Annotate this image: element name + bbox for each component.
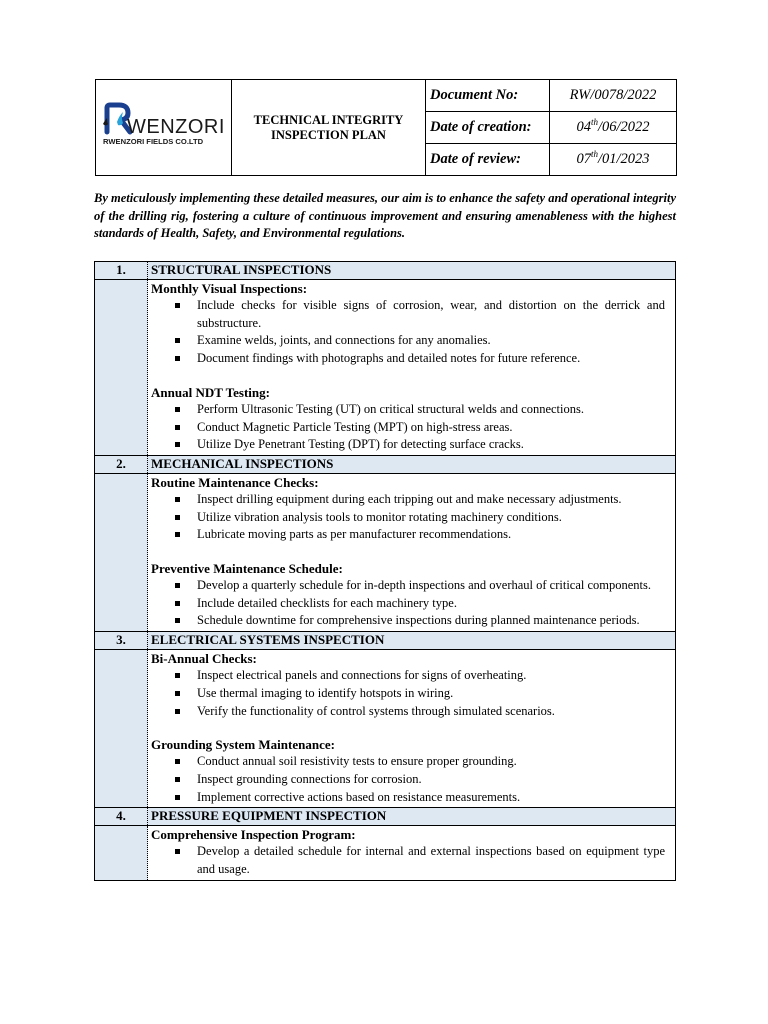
intro-paragraph: By meticulously implementing these detailed measures, our aim is to enhance the safety and operational integrity of the drilling rig, fostering a culture of continuous improvement and ensuring amenableness with the highest standards of Health, Safety, and Environmental regulations. [94, 191, 676, 240]
doc-no-label: Document No: [426, 80, 550, 112]
section-number: 4. [95, 808, 148, 826]
list-item [151, 350, 665, 368]
review-day: 07 [576, 151, 591, 167]
section-header [95, 455, 676, 473]
list-item [151, 612, 665, 630]
list-item-text: Lubricate moving parts as per manufacturer recommendations. [197, 527, 512, 542]
group-heading: Annual NDT Testing: [151, 384, 270, 400]
created-suffix: th [590, 117, 598, 128]
list-item-text: Perform Ultrasonic Testing (UT) on critical structural welds and connections. [197, 401, 584, 416]
section-title: MECHANICAL INSPECTIONS [148, 455, 676, 473]
list-item-text: Utilize vibration analysis tools to monitor rotating machinery conditions. [197, 509, 562, 524]
review-rest: /01/2023 [597, 151, 650, 167]
list-item-text: Implement corrective actions based on resistance measurements. [197, 789, 521, 804]
list-item-text: Inspect drilling equipment during each tripping out and make necessary adjustments. [197, 491, 622, 506]
title-line-1: TECHNICAL INTEGRITY [253, 112, 404, 127]
logo-cell [96, 80, 232, 176]
group-heading: Comprehensive Inspection Program: [151, 827, 356, 843]
company-logo [101, 102, 229, 148]
bullet-square-icon [175, 691, 180, 696]
document-title [232, 80, 426, 176]
section-header [95, 808, 676, 826]
bullet-list [151, 753, 665, 806]
section-header [95, 262, 676, 280]
created-value [550, 112, 677, 144]
bullet-list [151, 491, 665, 544]
created-label: Date of creation: [426, 112, 550, 144]
group-heading: Grounding System Maintenance: [151, 737, 335, 753]
section-title: STRUCTURAL INSPECTIONS [148, 262, 676, 280]
list-item-text: Schedule downtime for comprehensive inspections during planned maintenance periods. [197, 613, 640, 628]
section-number-spacer [95, 280, 148, 456]
logo-wordmark: WENZORI [127, 116, 225, 138]
bullet-square-icon [175, 709, 180, 714]
bullet-list [151, 843, 665, 878]
review-suffix: th [590, 149, 598, 160]
bullet-square-icon [175, 849, 180, 854]
section-content [148, 280, 676, 456]
list-item [151, 667, 665, 685]
list-item [151, 509, 665, 527]
section-content [148, 826, 676, 880]
bullet-square-icon [175, 425, 180, 430]
list-item-text: Utilize Dye Penetrant Testing (DPT) for detecting surface cracks. [197, 437, 524, 452]
bullet-square-icon [175, 515, 180, 520]
section-body [95, 826, 676, 880]
group-heading: Bi-Annual Checks: [151, 651, 257, 667]
bullet-list [151, 297, 665, 368]
title-line-2: INSPECTION PLAN [271, 127, 386, 142]
list-item-text: Inspect grounding connections for corrosion. [197, 771, 422, 786]
section-content [148, 650, 676, 808]
list-item-text: Examine welds, joints, and connections for any anomalies. [197, 333, 491, 348]
list-item [151, 789, 665, 807]
group-heading: Monthly Visual Inspections: [151, 281, 308, 296]
bullet-square-icon [175, 673, 180, 678]
list-item-text: Include checks for visible signs of corrosion, wear, and distortion on the derrick and substructure. [197, 298, 665, 330]
section-content [148, 473, 676, 631]
bullet-list [151, 401, 665, 454]
logo-subtitle: RWENZORI FIELDS CO.LTD [103, 137, 204, 146]
list-item-text: Develop a quarterly schedule for in-depth inspections and overhaul of critical components. [197, 578, 652, 593]
list-item [151, 771, 665, 789]
document-header [95, 79, 677, 176]
section-number-spacer [95, 650, 148, 808]
list-item-text: Conduct annual soil resistivity tests to ensure proper grounding. [197, 754, 517, 769]
list-item-text: Use thermal imaging to identify hotspots in wiring. [197, 685, 454, 700]
review-value [550, 144, 677, 176]
bullet-list [151, 667, 665, 720]
bullet-square-icon [175, 338, 180, 343]
list-item-text: Include detailed checklists for each machinery type. [197, 595, 457, 610]
list-item [151, 332, 665, 350]
group-heading: Preventive Maintenance Schedule: [151, 561, 343, 577]
list-item-text: Conduct Magnetic Particle Testing (MPT) on high-stress areas. [197, 419, 513, 434]
bullet-square-icon [175, 303, 180, 308]
list-item [151, 685, 665, 703]
section-title: ELECTRICAL SYSTEMS INSPECTION [148, 632, 676, 650]
list-item [151, 577, 665, 595]
bullet-square-icon [175, 442, 180, 447]
section-body [95, 473, 676, 631]
section-number: 2. [95, 455, 148, 473]
bullet-square-icon [175, 356, 180, 361]
list-item [151, 419, 665, 437]
group-heading: Routine Maintenance Checks: [151, 474, 319, 490]
list-item-text: Verify the functionality of control systems through simulated scenarios. [197, 703, 555, 718]
list-item [151, 436, 665, 454]
list-item [151, 595, 665, 613]
bullet-list [151, 577, 665, 630]
section-number: 3. [95, 632, 148, 650]
created-rest: /06/2022 [597, 119, 650, 135]
list-item [151, 526, 665, 544]
list-item-text: Inspect electrical panels and connections for signs of overheating. [197, 668, 527, 683]
section-number: 1. [95, 262, 148, 280]
inspection-sections-table [94, 261, 676, 881]
bullet-square-icon [175, 777, 180, 782]
review-label: Date of review: [426, 144, 550, 176]
bullet-square-icon [175, 795, 180, 800]
list-item [151, 843, 665, 878]
section-body [95, 280, 676, 456]
list-item [151, 753, 665, 771]
bullet-square-icon [175, 583, 180, 588]
bullet-square-icon [175, 601, 180, 606]
bullet-square-icon [175, 532, 180, 537]
section-number-spacer [95, 473, 148, 631]
list-item [151, 401, 665, 419]
section-header [95, 632, 676, 650]
list-item-text: Document findings with photographs and detailed notes for future reference. [197, 351, 581, 366]
bullet-square-icon [175, 618, 180, 623]
list-item [151, 491, 665, 509]
list-item-text: Develop a detailed schedule for internal and external inspections based on equipment type and usage. [197, 844, 665, 877]
list-item [151, 703, 665, 721]
section-title: PRESSURE EQUIPMENT INSPECTION [148, 808, 676, 826]
list-item [151, 297, 665, 332]
created-day: 04 [576, 119, 591, 135]
bullet-square-icon [175, 407, 180, 412]
bullet-square-icon [175, 759, 180, 764]
doc-no-value: RW/0078/2022 [550, 80, 677, 112]
section-body [95, 650, 676, 808]
section-number-spacer [95, 826, 148, 880]
bullet-square-icon [175, 497, 180, 502]
